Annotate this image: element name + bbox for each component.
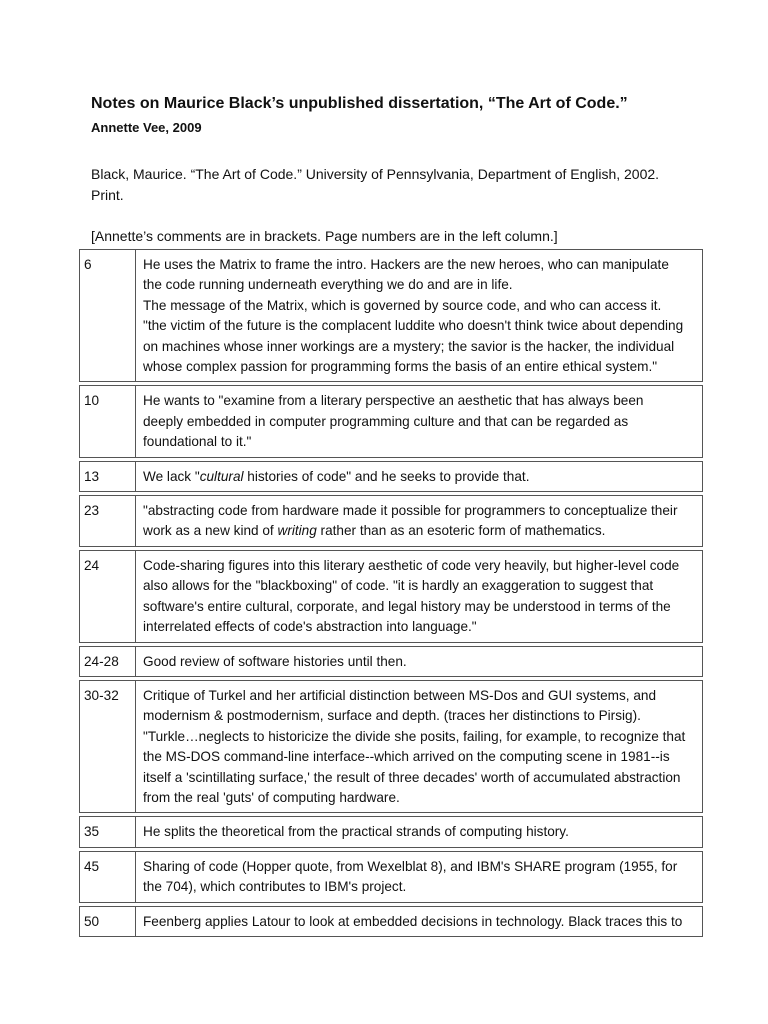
page-number-cell: 35	[79, 816, 135, 847]
comment-text: We lack "	[143, 468, 200, 484]
emphasized-text: writing	[277, 523, 317, 539]
page-number-cell: 50	[79, 906, 135, 937]
comment-line: also allows for the "blackboxing" of code. "it is hardly an exaggeration to suggest that	[143, 578, 654, 594]
comment-line: He wants to "examine from a literary perspective an aesthetic that has always been	[143, 393, 644, 409]
comment-line: interrelated effects of code's abstraction into language."	[143, 619, 477, 635]
comment-line: on machines whose inner workings are a mystery; the savior is the hacker, the individual	[143, 338, 675, 354]
comment-line: modernism & postmodernism, surface and depth. (traces her distinctions to Pirsig).	[143, 708, 641, 724]
comment-line: itself a 'scintillating surface,' the result of three decades' worth of accumulated abstraction	[143, 769, 681, 785]
comment-cell	[135, 461, 703, 492]
document-title: Notes on Maurice Black’s unpublished dissertation, “The Art of Code.”	[91, 95, 628, 112]
comment-cell	[135, 385, 703, 457]
comment-line	[143, 521, 696, 541]
citation-line: Print.	[91, 187, 124, 203]
comment-text: rather than as an esoteric form of mathematics.	[316, 523, 606, 539]
table-row	[79, 249, 703, 382]
page-number-cell: 6	[79, 249, 135, 382]
comment-cell	[135, 906, 703, 937]
comment-cell	[135, 550, 703, 643]
citation-line: Black, Maurice. “The Art of Code.” University of Pennsylvania, Department of English, 2002.	[91, 166, 660, 182]
comment-text: work as a new kind of	[143, 523, 278, 539]
table-row	[79, 495, 703, 547]
comment-line: "Turkle…neglects to historicize the divide she posits, failing, for example, to recognize that	[143, 728, 686, 744]
comment-line: Feenberg applies Latour to look at embedded decisions in technology. Black traces this to	[143, 913, 683, 929]
table-row	[79, 385, 703, 457]
citation	[91, 164, 691, 206]
comment-line: the code running underneath everything we do and are in life.	[143, 277, 513, 293]
table-row	[79, 816, 703, 847]
table-row	[79, 680, 703, 813]
comment-line: foundational to it."	[143, 434, 252, 450]
document-author: Annette Vee, 2009	[91, 120, 202, 135]
comment-cell	[135, 680, 703, 813]
comment-line: from the real 'guts' of computing hardware.	[143, 789, 400, 805]
page-number-cell: 23	[79, 495, 135, 547]
comment-cell	[135, 249, 703, 382]
comment-line: "the victim of the future is the complacent luddite who doesn't think twice about depending	[143, 318, 684, 334]
comment-cell	[135, 495, 703, 547]
page-number-cell: 13	[79, 461, 135, 492]
notes-table	[79, 246, 703, 940]
comment-line: Sharing of code (Hopper quote, from Wexelblat 8), and IBM's SHARE program (1955, for	[143, 858, 678, 874]
page-number-cell: 30-32	[79, 680, 135, 813]
comment-line: the 704), which contributes to IBM's project.	[143, 879, 407, 895]
page-number-cell: 45	[79, 851, 135, 903]
comment-text: histories of code" and he seeks to provide that.	[243, 468, 530, 484]
comment-line: Code-sharing figures into this literary aesthetic of code very heavily, but higher-level code	[143, 557, 680, 573]
table-row	[79, 550, 703, 643]
comment-cell	[135, 816, 703, 847]
comment-line	[143, 467, 696, 487]
emphasized-text: cultural	[199, 468, 244, 484]
comment-line: whose complex passion for programming forms the basis of an entire ethical system."	[143, 359, 658, 375]
comment-cell	[135, 646, 703, 677]
table-row	[79, 461, 703, 492]
table-row	[79, 646, 703, 677]
comment-line: "abstracting code from hardware made it possible for programmers to conceptualize their	[143, 503, 678, 519]
comment-line: He splits the theoretical from the practical strands of computing history.	[143, 824, 569, 840]
comment-line: the MS-DOS command-line interface--which arrived on the computing scene in 1981--is	[143, 749, 670, 765]
comment-line: Critique of Turkel and her artificial distinction between MS-Dos and GUI systems, and	[143, 687, 657, 703]
comment-line: The message of the Matrix, which is governed by source code, and who can access it.	[143, 297, 662, 313]
page-number-cell: 24-28	[79, 646, 135, 677]
comment-line: He uses the Matrix to frame the intro. Hackers are the new heroes, who can manipulate	[143, 257, 669, 272]
comment-line: Good review of software histories until then.	[143, 653, 407, 669]
table-row	[79, 851, 703, 903]
editor-note: [Annette’s comments are in brackets. Page numbers are in the left column.]	[91, 228, 558, 244]
comment-line: software's entire cultural, corporate, and legal history may be understood in terms of the	[143, 598, 671, 614]
table-row	[79, 906, 703, 937]
page-number-cell: 10	[79, 385, 135, 457]
page-number-cell: 24	[79, 550, 135, 643]
comment-line: deeply embedded in computer programming culture and that can be regarded as	[143, 413, 629, 429]
comment-cell	[135, 851, 703, 903]
